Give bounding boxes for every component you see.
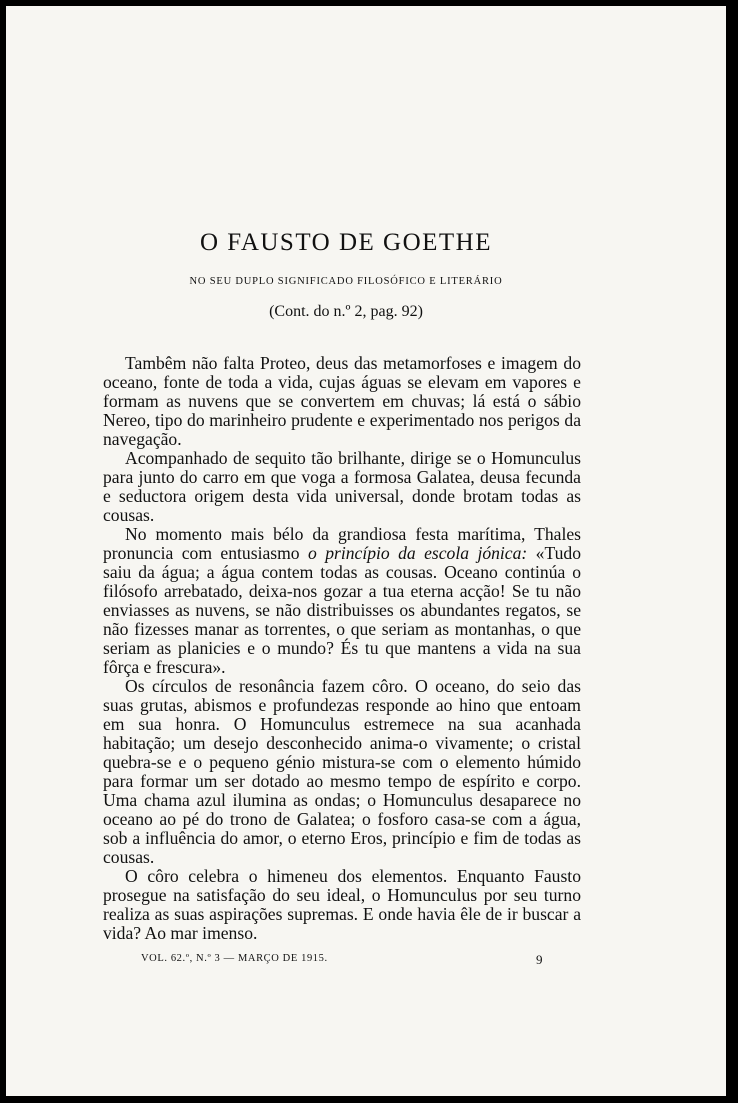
paragraph-4: Os círculos de resonância fazem côro. O oceano, do seio das suas grutas, abismos e profundezas responde ao hino que entoam em sua honra. O Homunculus estremece na sua acanhada habitação; um desejo desconhecido anima-o vivamente; o cristal quebra-se e o pequeno génio mistura-se com o elemento húmido para formar um ser dotado ao mesmo tempo de espírito e corpo. Uma chama azul ilumina as ondas; o Homunculus desaparece no oceano ao pé do trono de Galatea; o fosforo casa-se com a água, sob a influência do amor, o eterno Eros, princípio e fim de todas as cousas.: [103, 676, 581, 867]
paragraph-3: [103, 525, 581, 677]
continuation-note: (Cont. do n.º 2, pag. 92): [269, 303, 423, 320]
paragraph-3-italic: o princípio da escola jónica:: [308, 543, 528, 563]
paragraph-1: Tambêm não falta Proteo, deus das metamorfoses e imagem do oceano, fonte de toda a vida, cujas águas se elevam em vapores e formam as nuvens que se convertem em chuvas; lá está o sábio Nereo, tipo do marinheiro prudente e experimentado nos perigos da navegação.: [103, 353, 581, 449]
article-body: [103, 354, 581, 943]
document-page: [6, 6, 726, 1096]
paragraph-3-start: No momento mais bélo da grandiosa festa marítima, Thales pronuncia com entusiasmo: [103, 524, 581, 563]
article-subtitle: NO SEU DUPLO SIGNIFICADO FILOSÓFICO E LITERÁRIO: [189, 276, 503, 287]
page-number: 9: [536, 952, 543, 967]
paragraph-5: O côro celebra o himeneu dos elementos. Enquanto Fausto prosegue na satisfação do seu ideal, o Homunculus por seu turno realiza as suas aspirações supremas. E onde havia êle de ir buscar a vida? Ao mar imenso.: [103, 866, 581, 943]
paragraph-2: Acompanhado de sequito tão brilhante, dirige se o Homunculus para junto do carro em que voga a formosa Galatea, deusa fecunda e seductora origem desta vida universal, donde brotam todas as cousas.: [103, 448, 581, 525]
volume-footer: VOL. 62.º, N.º 3 — MARÇO DE 1915.: [141, 953, 328, 964]
article-title: O FAUSTO DE GOETHE: [199, 229, 493, 256]
paragraph-3-end: «Tudo saiu da água; a água contem todas as cousas. Oceano continúa o filósofo arrebatado, deixa-nos gozar a tua eterna acção! Se tu não enviasses as nuvens, se não distribuisses os abundantes regatos, se não fizesses manar as torrentes, o que seriam as montanhas, o que seriam as planicies e o mundo? És tu que mantens a vida na sua fôrça e frescura».: [103, 543, 581, 677]
